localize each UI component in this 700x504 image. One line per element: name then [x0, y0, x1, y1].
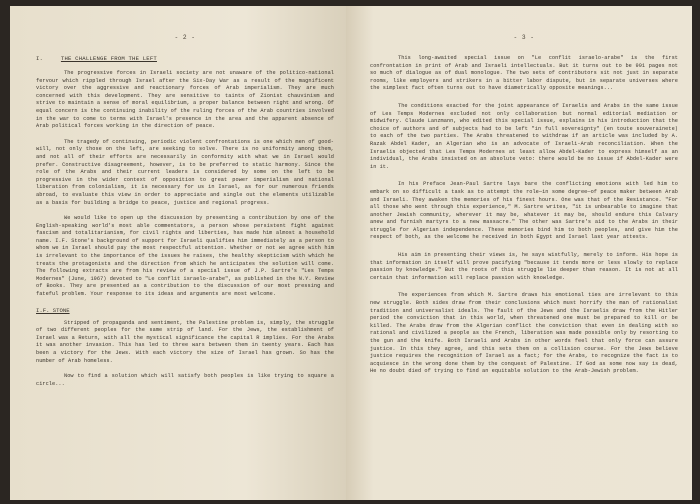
- section-number: I.: [36, 55, 44, 62]
- page-number: - 2 -: [174, 34, 196, 41]
- paragraph: We would like to open up the discussion by presenting a contribution by one of the English-speaking world's most able commentators, a person whose persistent fight against fascism and totalitarianism, for civil rights and liberties, has made him almost a household name. I.F. Stone's background of support for Israeli qualifies him immediately as a person to whom we in Israel should pay the most respectful attention. Whether or not we agree with him is irrelevant to the importance of the issues he raises, the healthy skepticism with which he treats the protagonists and the direction from which he anticipates the solution will come. The following extracts are from his review of a special issue of J.P. Sartre's "Les Temps Modernes" (June, 1967) devoted to "Le conflit israelo-arabe", as published in the N.Y. Review of Books. They are presented as a contribution to the discussion of our most pressing and fateful problem. Your response to its ideas and arguments are most welcome.: [36, 215, 334, 298]
- paragraph: The progressive forces in Israeli society are not unaware of the politico-national fervour which rippled through Israel after the Six-Day War as a result of the magnificent victory over the aggressive and reactionary forces of Arab imperialism. They are much concerned with this development. They are sensitive to taints of Zionist chauvinism and strive to maintain a sense of moral equilibrium, a proper balance between right and wrong. Of equal concern is the continuing inability of the ruling forces of the Arab countries involved in the war to come to terms with Israel's presence in the area and the apparent absence of Arab political forces working in the direction of peace.: [36, 70, 334, 130]
- subheading: I.F. STONE: [36, 306, 70, 314]
- paragraph: The tragedy of continuing, periodic violent confrontations is one which men of good-will, not only those on the left, are seeking to solve. There is no uniformity among them, and not all of their efforts are necessarily in conformity with what we in Israel would prefer. Constructive disagreement, however, is to be preferred to static harmony. Since the role of the Arabs and their current leaders is considered by some on the left to be progressive in the wider context of opposition to great power imperialism and national liberation from colonialism, it is necessary for us in Israel, as for our numerous friends abroad, to evaluate this view in order to appreciate and single out the elements utilizable as a basis for building a bridge to peace, justice and regional progress.: [36, 138, 334, 206]
- section-title: THE CHALLENGE FROM THE LEFT: [60, 55, 157, 62]
- paragraph: The conditions exacted for the joint appearance of Israelis and Arabs in the same issue of Les Temps Modernes excluded not only collaboration but normal editorial mediation or midwifery. Claude Lanzmann, who edited this special issue, explains in his introduction that the choice of authors and of subjects had to be left "in full sovereignty" (en toute souverainete) to each of the two parties. The Arabs threatened to withdraw if an article was included by A. Razak Abdel Kader, an Algerian who is an advocate of Israeli-Arab reconciliation. When the Israelis objected that Les Temps Modernes at least allow Abdel-Kader to express himself as an individual, the Arabs insisted on an absolute veto: there would be no issue if Abdel-Kader were in it.: [370, 102, 678, 170]
- left-page: [10, 6, 346, 500]
- document-spread: [10, 6, 692, 500]
- page-number: - 3 -: [513, 34, 535, 41]
- paragraph: In his Preface Jean-Paul Sartre lays bare the conflicting emotions with led him to embark on so difficult a task as to attempt the role—in some degree—of peace maker between Arab and Israeli. They awaken the memories of his finest hours. One was that of the Resistance. "For all those who went through this experience," M. Sartre writes, "it is unbearable to imagine that another Jewish community, wherever it may be, whatever it may be, should endure this Calvary anew and furnish martyrs to a new massacre." The other was Sartre's aid to the Arabs in their struggle for Algerian independence. These memories bind him to both peoples, and give him the respect of both, as the welcome he received in both Egypt and Israel last year attests.: [370, 181, 678, 241]
- paragraph: This long-awaited special issue on "Le conflit israelo-arabe" is the first confrontation in print of Arab and Israeli intellectuals. But it turns out to be 991 pages not so much of dialogue as of dual monologue. The two sets of contributors sit not just in separate rooms, like employers and strikers in a bitter labor dispute, but in separate universes where the simplest fact often turns out to have diametrically opposite meanings...: [370, 55, 678, 92]
- section-heading: [36, 55, 334, 62]
- right-page: [346, 6, 692, 500]
- paragraph: Stripped of propaganda and sentiment, the Palestine problem is, simply, the struggle of two different peoples for the same strip of land. For the Jews, the establishment of Israel was a Return, with all the mystical significance the capital R implies. For the Arabs it was another invasion. This has led to three wars between them in twenty years. Each has been a victory for the Jews. With each victory the size of Israel has grown. So has the number of Arab homeless.: [36, 319, 334, 364]
- paragraph: Now to find a solution which will satisfy both peoples is like trying to square a circle...: [36, 373, 334, 387]
- paragraph: His aim in presenting their views is, he says wistfully, merely to inform. His hope is that information in itself will prove pacifying "because it tends more or less slowly to replace passion by knowledge." But the roots of this struggle lie deeper than reason. It is not at all certain that information will replace passion with knowledge.: [370, 252, 678, 281]
- paragraph: The experiences from which M. Sartre draws his emotional ties are irrelevant to this new struggle. Both sides draw from their conclusions which must horrify the man of rationalist tradition and universalist ideals. The fault of the Jews and the Israelis draw from the Hitler period the conviction that in this world, when threatened one must be prepared to kill or be killed. The Arabs draw from the Algerian conflict the conviction that even in dealing with so rational and civilized a people as the French, liberation was made possible only by resorting to the gun and the knife. Both Israeli and Arabs in other words feel that only force can assure justice. In this they agree, and this sets them on a collision course. For the Jews believe justice requires the recognition of Israel as a fact; for the Arabs, to recognize the fact is to acquiesce in the wrong done them by the conquest of Palestine. If God as some now say is dead, He no doubt died of trying to find an equitable solution to the Arab-Jewish problem.: [370, 292, 678, 375]
